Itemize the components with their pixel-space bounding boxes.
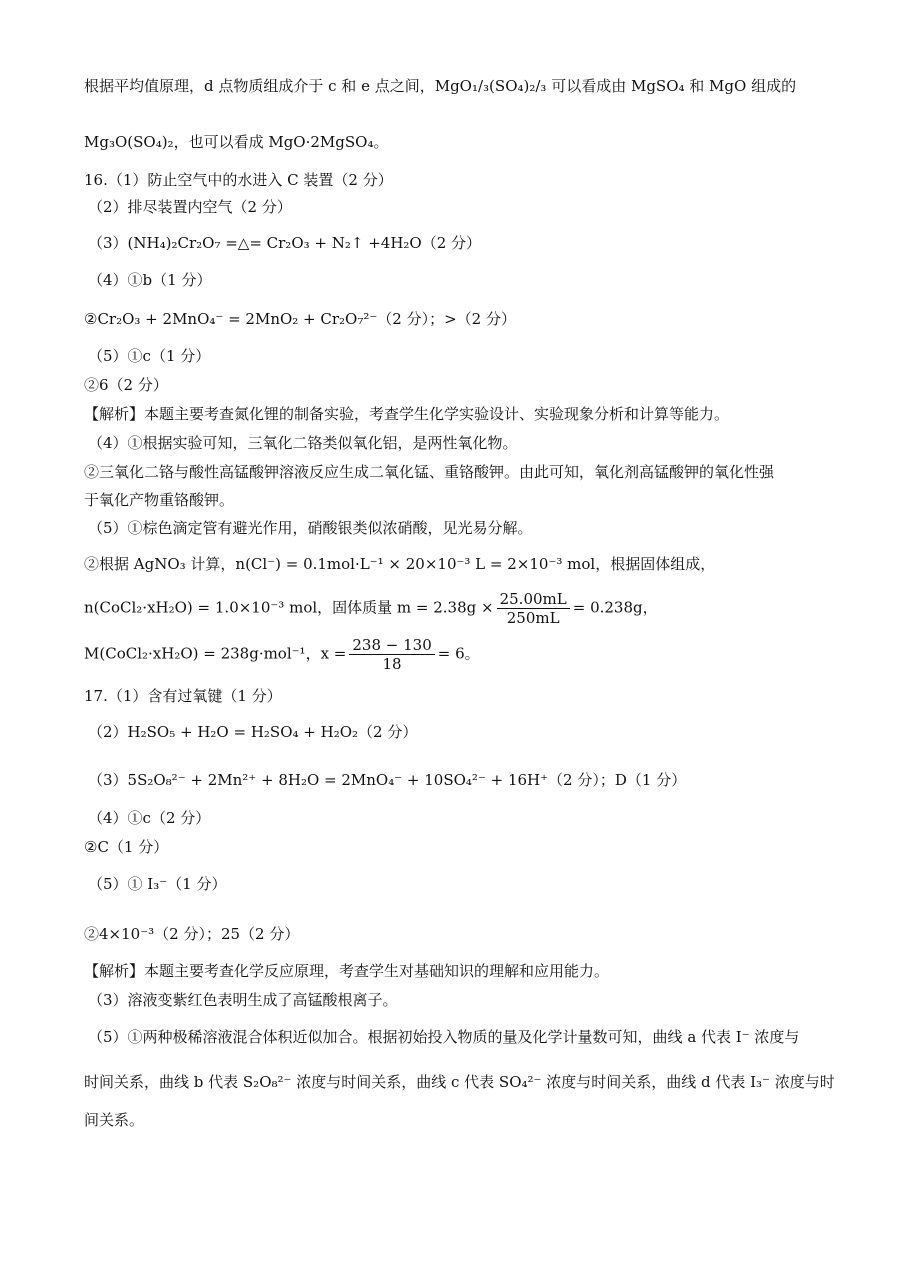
- fraction: [497, 590, 570, 627]
- text-line: （3）溶液变紫红色表明生成了高锰酸根离子。: [88, 991, 398, 1009]
- calc-text: = 0.238g，: [572, 598, 658, 617]
- text-line: 时间关系，曲线 b 代表 S₂O₈²⁻ 浓度与时间关系，曲线 c 代表 SO₄²⁻ 浓度与时间关系，曲线 d 代表 I₃⁻ 浓度与时: [84, 1073, 835, 1091]
- fraction: [349, 636, 434, 673]
- text-line: （5）①两种极稀溶液混合体积近似加合。根据初始投入物质的量及化学计量数可知，曲线 a 代表 I⁻ 浓度与: [88, 1028, 800, 1046]
- calculation-line: [84, 590, 658, 627]
- text-line: ②6（2 分）: [84, 376, 168, 394]
- text-line: （5）① I₃⁻（1 分）: [88, 875, 227, 893]
- equation-line: （3）5S₂O₈²⁻ + 2Mn²⁺ + 8H₂O = 2MnO₄⁻ + 10SO₄²⁻ + 16H⁺（2 分）；D（1 分）: [88, 771, 687, 789]
- analysis-line: 【解析】本题主要考查氮化锂的制备实验，考查学生化学实验设计、实验现象分析和计算等能力。: [84, 405, 730, 423]
- calc-text: n(CoCl₂·xH₂O) = 1.0×10⁻³ mol，固体质量 m = 2.38g ×: [84, 598, 494, 617]
- calculation-line: [84, 636, 480, 673]
- text-line: ②4×10⁻³（2 分）；25（2 分）: [84, 925, 300, 943]
- question-16-heading: 16.（1）防止空气中的水进入 C 装置（2 分）: [84, 171, 393, 189]
- text-line: 间关系。: [84, 1111, 145, 1129]
- fraction-numerator: 25.00mL: [497, 590, 570, 609]
- text-line: （4）①c（2 分）: [88, 809, 211, 827]
- calc-text: = 6。: [437, 644, 480, 663]
- calculation-line: ②根据 AgNO₃ 计算，n(Cl⁻) = 0.1mol·L⁻¹ × 20×10⁻³ L = 2×10⁻³ mol，根据固体组成，: [84, 555, 716, 573]
- equation-line: ②Cr₂O₃ + 2MnO₄⁻ = 2MnO₂ + Cr₂O₇²⁻（2 分）；>（2 分）: [84, 310, 516, 328]
- text-line: Mg₃O(SO₄)₂，也可以看成 MgO·2MgSO₄。: [84, 133, 389, 151]
- text-line: ②C（1 分）: [84, 838, 169, 856]
- text-line: （5）①c（1 分）: [88, 347, 211, 365]
- fraction-denominator: 18: [382, 655, 402, 673]
- text-line: 于氧化产物重铬酸钾。: [84, 491, 235, 509]
- text-line: （5）①棕色滴定管有避光作用，硝酸银类似浓硝酸，见光易分解。: [88, 519, 533, 537]
- text-line: （4）①b（1 分）: [88, 271, 212, 289]
- question-17-heading: 17.（1）含有过氧键（1 分）: [84, 687, 282, 705]
- equation-line: （3）(NH₄)₂Cr₂O₇ =△= Cr₂O₃ + N₂↑ +4H₂O（2 分）: [88, 234, 482, 252]
- calc-text: M(CoCl₂·xH₂O) = 238g·mol⁻¹，x =: [84, 644, 347, 663]
- text-line: ②三氧化二铬与酸性高锰酸钾溶液反应生成二氧化锰、重铬酸钾。由此可知，氧化剂高锰酸钾的氧化性强: [84, 463, 775, 481]
- fraction-numerator: 238 − 130: [349, 636, 434, 655]
- equation-line: （2）H₂SO₅ + H₂O = H₂SO₄ + H₂O₂（2 分）: [88, 723, 418, 741]
- analysis-line: 【解析】本题主要考查化学反应原理，考查学生对基础知识的理解和应用能力。: [84, 962, 610, 980]
- fraction-denominator: 250mL: [506, 609, 560, 627]
- text-line: （4）①根据实验可知，三氧化二铬类似氧化铝，是两性氧化物。: [88, 434, 518, 452]
- text-line: （2）排尽装置内空气（2 分）: [88, 198, 292, 216]
- text-line: 根据平均值原理，d 点物质组成介于 c 和 e 点之间，MgO₁/₃(SO₄)₂/₃ 可以看成由 MgSO₄ 和 MgO 组成的: [84, 77, 797, 95]
